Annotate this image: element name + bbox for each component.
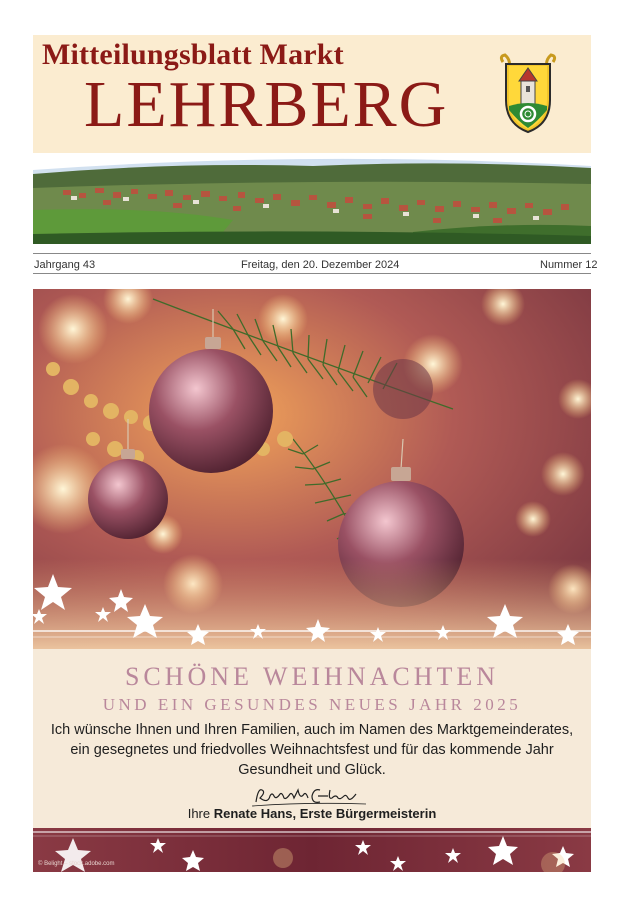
masthead-title-line1: Mitteilungsblatt Markt (42, 38, 344, 71)
christmas-baubles-image (33, 289, 591, 649)
greeting-body-line: ein gesegnetes und friedvolles Weihnachtsfest und für das kommende Jahr (70, 742, 554, 758)
signer-name: Renate Hans, Erste Bürgermeisterin (213, 806, 437, 821)
masthead-title-line2: LEHRBERG (84, 68, 449, 141)
greeting-body-line: Gesundheit und Glück. (238, 762, 386, 778)
greeting-body-line: Ich wünsche Ihnen und Ihren Familien, auch im Namen des Marktgemeinderates, (50, 722, 574, 738)
issue-number: Nummer 12 (540, 259, 598, 271)
town-panorama-image (33, 148, 591, 244)
signature-line (33, 806, 591, 821)
issue-volume: Jahrgang 43 (34, 259, 96, 271)
photo-credit: © Belight – stock.adobe.com (38, 861, 115, 867)
issue-date: Freitag, den 20. Dezember 2024 (241, 259, 400, 271)
header-rule-top (33, 253, 591, 254)
header-rule-bottom (33, 273, 591, 274)
greeting-title: SCHÖNE WEIHNACHTEN (124, 662, 500, 691)
coat-of-arms-icon (497, 52, 559, 136)
bottom-decoration (33, 828, 591, 872)
sign-prefix: Ihre (187, 806, 214, 821)
greeting-subtitle: UND EIN GESUNDES NEUES JAHR 2025 (102, 695, 522, 714)
